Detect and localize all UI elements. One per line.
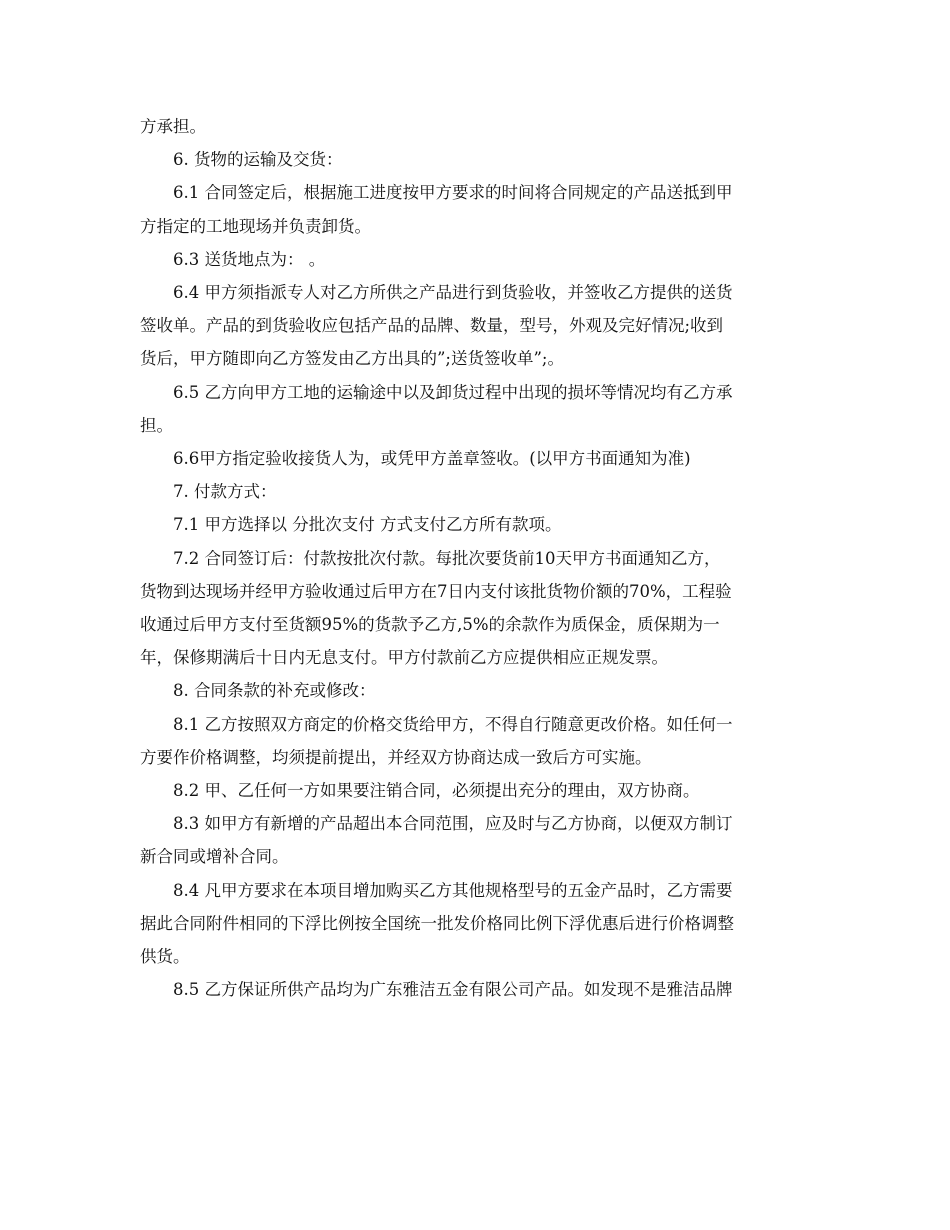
text-line: 方要作价格调整，均须提前提出，并经双方协商达成一致后方可实施。: [140, 747, 652, 767]
text-line: 新合同或增补合同。: [140, 847, 289, 867]
text-line: 据此合同附件相同的下浮比例按全国统一批发价格同比例下浮优惠后进行价格调整: [140, 913, 734, 933]
text-line: 8.1 乙方按照双方商定的价格交货给甲方，不得自行随意更改价格。如任何一: [173, 714, 733, 734]
text-line: 收通过后甲方支付至货额95%的货款予乙方,5%的余款作为质保金，质保期为一: [140, 615, 720, 635]
text-line: 7.2 合同签订后：付款按批次付款。每批次要货前10天甲方书面通知乙方，: [173, 548, 721, 568]
text-line: 8.3 如甲方有新增的产品超出本合同范围，应及时与乙方协商，以便双方制订: [173, 814, 733, 834]
text-line: 签收单。产品的到货验收应包括产品的品牌、数量，型号，外观及完好情况;收到: [140, 316, 724, 336]
text-line: 6. 货物的运输及交货：: [173, 150, 343, 170]
text-line: 方承担。: [140, 117, 206, 136]
text-line: 7.1 甲方选择以 分批次支付 方式支付乙方所有款项。: [173, 515, 562, 535]
text-line: 6.6甲方指定验收接货人为，或凭甲方盖章签收。(以甲方书面通知为准): [173, 449, 691, 469]
text-line: 方指定的工地现场并负责卸货。: [140, 216, 371, 236]
text-line: 6.1 合同签定后，根据施工进度按甲方要求的时间将合同规定的产品送抵到甲: [173, 183, 733, 203]
text-line: 8.2 甲、乙任何一方如果要注销合同，必须提出充分的理由，双方协商。: [173, 781, 700, 801]
text-line: 8. 合同条款的补充或修改：: [173, 681, 376, 701]
text-line: 6.5 乙方向甲方工地的运输途中以及卸货过程中出现的损坏等情况均有乙方承: [173, 382, 733, 402]
text-line: 担。: [140, 415, 173, 435]
text-line: 8.5 乙方保证所供产品均为广东雅洁五金有限公司产品。如发现不是雅洁品牌: [173, 980, 733, 1000]
text-line: 8.4 凡甲方要求在本项目增加购买乙方其他规格型号的五金产品时，乙方需要: [173, 880, 733, 900]
document-body: [140, 110, 812, 1006]
text-line: 供货。: [140, 947, 190, 967]
text-line: 货物到达现场并经甲方验收通过后甲方在7日内支付该批货物价额的70%，工程验: [140, 581, 732, 601]
text-line: 货后，甲方随即向乙方签发由乙方出具的”;送货签收单”;。: [140, 349, 564, 369]
text-line: 6.3 送货地点为： 。: [173, 249, 326, 269]
text-line: 6.4 甲方须指派专人对乙方所供之产品进行到货验收，并签收乙方提供的送货: [173, 283, 733, 303]
text-line: 7. 付款方式：: [173, 482, 277, 502]
text-line: 年，保修期满后十日内无息支付。甲方付款前乙方应提供相应正规发票。: [140, 648, 668, 668]
